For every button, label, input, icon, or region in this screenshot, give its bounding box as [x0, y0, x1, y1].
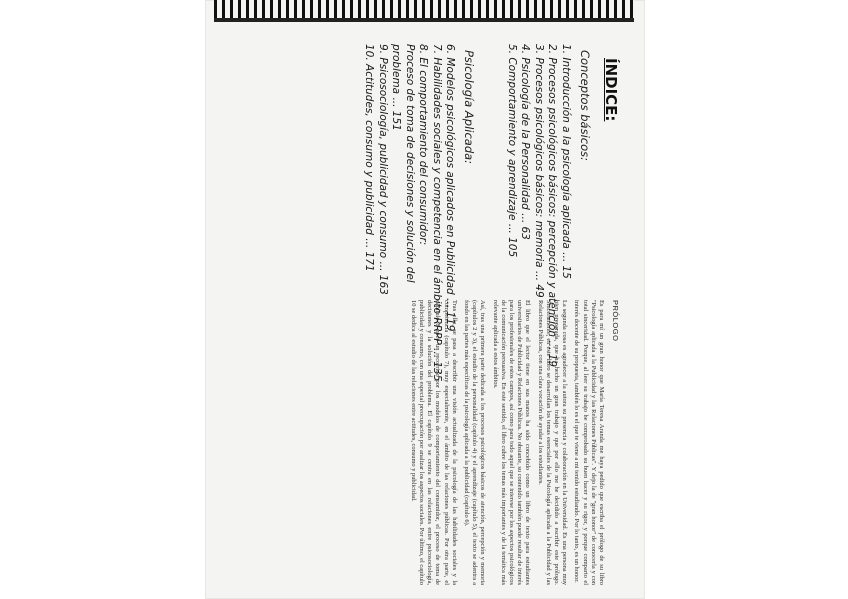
prologue-page: [210, 300, 620, 585]
section-title-applied-psychology: Psicología Aplicada:: [462, 50, 477, 165]
index-entry: 1. Introducción a la psicología aplicada ... 15: [560, 44, 572, 279]
index-entry: 4. Psicología de la Personalidad ... 63: [519, 44, 532, 240]
section-title-basic-concepts: Conceptos básicos:: [578, 50, 592, 162]
index-title: ÍNDICE:: [602, 58, 620, 122]
index-entry: 10. Actitudes, consumo y publicidad ... 171: [363, 44, 376, 272]
prologue-title: PRÓLOGO: [611, 300, 620, 342]
prologue-paragraph: Así, tras una primera parte dedicada a los procesos psicológicos básicos de atención, percepción y memoria (capítulos 2 y 3), el estudio de la personalidad (capítulo 4) y el aprendizaje (capítulo 5), el texto se adentra a fondo en las partes más específicas de la psicología aplicada a la publicidad (capítulo 6).: [462, 300, 487, 585]
index-entry: 5. Comportamiento y aprendizaje ... 105: [506, 44, 518, 258]
index-entry: 2. Procesos psicológicos básicos: percepción y atención ... 19: [546, 44, 559, 368]
index-entry: 6. Modelos psicológicos aplicados en Publicidad ... 119: [444, 44, 457, 332]
prologue-paragraph: Es para mí un gran honor que María Teresa Aranda me haya pedido que escriba el prólogo de su libro "Psicología aplicada a la Publicidad y las Relaciones Públicas". Y dejo la de "gran honor" de conocerla y con total sinceridad. Porque, al leer su trabajo he comprobado su buen hacer y su rigor, y porque comparto el interés docente de su propuesta, también lo es el que te viene a mi tenido estudiando. Por lo tanto, es un honor.: [573, 300, 605, 585]
prologue-paragraph: El libro que el lector tiene en sus manos ha sido concebido como un libro de texto para estudiantes universitarios de Publicidad y Relaciones Públicas. No obstante, su contenido también puede resultar de interés para los profesionales de estos campos, así como para todo aquel que se interese por los aspectos psicológicos de la comunicación persuasiva. En este sentido, el libro cubre los temas más importantes y de la temática más relevante aplicada a estos ámbitos.: [491, 300, 532, 585]
notebook-spiral-binding: [214, 0, 634, 22]
index-entry: 8. El comportamiento del consumidor: Proceso de toma de decisiones y solución del problema ... 151: [390, 44, 430, 283]
prologue-paragraph: La segunda cosa es agradecer a la autora su presencia y colaboración en la Universidad. Es una persona muy bien preparada, que ha hecho un gran trabajo y que por ello me he decidido a escribir este prólogo. Sinceramente, en este libro se desarrollan los temas esenciales de la Psicología aplicada a la Publicidad y las Relaciones Públicas, con una clara vocación de ayudar a los estudiantes.: [536, 300, 569, 585]
rotated-notebook-spread: [210, 30, 620, 590]
index-entry: 9. Psicosociología, publicidad y consumo ... 163: [377, 44, 389, 295]
prologue-paragraph: Tras ello, se pasa a describir una visión actualizada de la psicología de las habilidades sociales y la competencia (capítulo 7), muy especialmente, en el ámbito de las relaciones públicas. Por otra parte, el capítulo 8 hace un recorrido por los modelos de comportamiento del consumidor, el proceso de toma de decisiones y la solución del problema. El capítulo 9 se centra en las relaciones entre psicosociología, publicidad y consumo, con una especial preocupación por analizar los aspectos sociales. Por último, el capítulo 10 se dedica al estudio de las relaciones entre actitudes, consumo y publicidad.: [409, 300, 458, 585]
index-entry: 7. Habilidades sociales y competencia en el ámbito RRPP ... 135: [431, 44, 443, 382]
spacer: [483, 30, 505, 280]
index-entry: 3. Procesos psicológicos básicos: memoria ... 49: [533, 44, 545, 298]
